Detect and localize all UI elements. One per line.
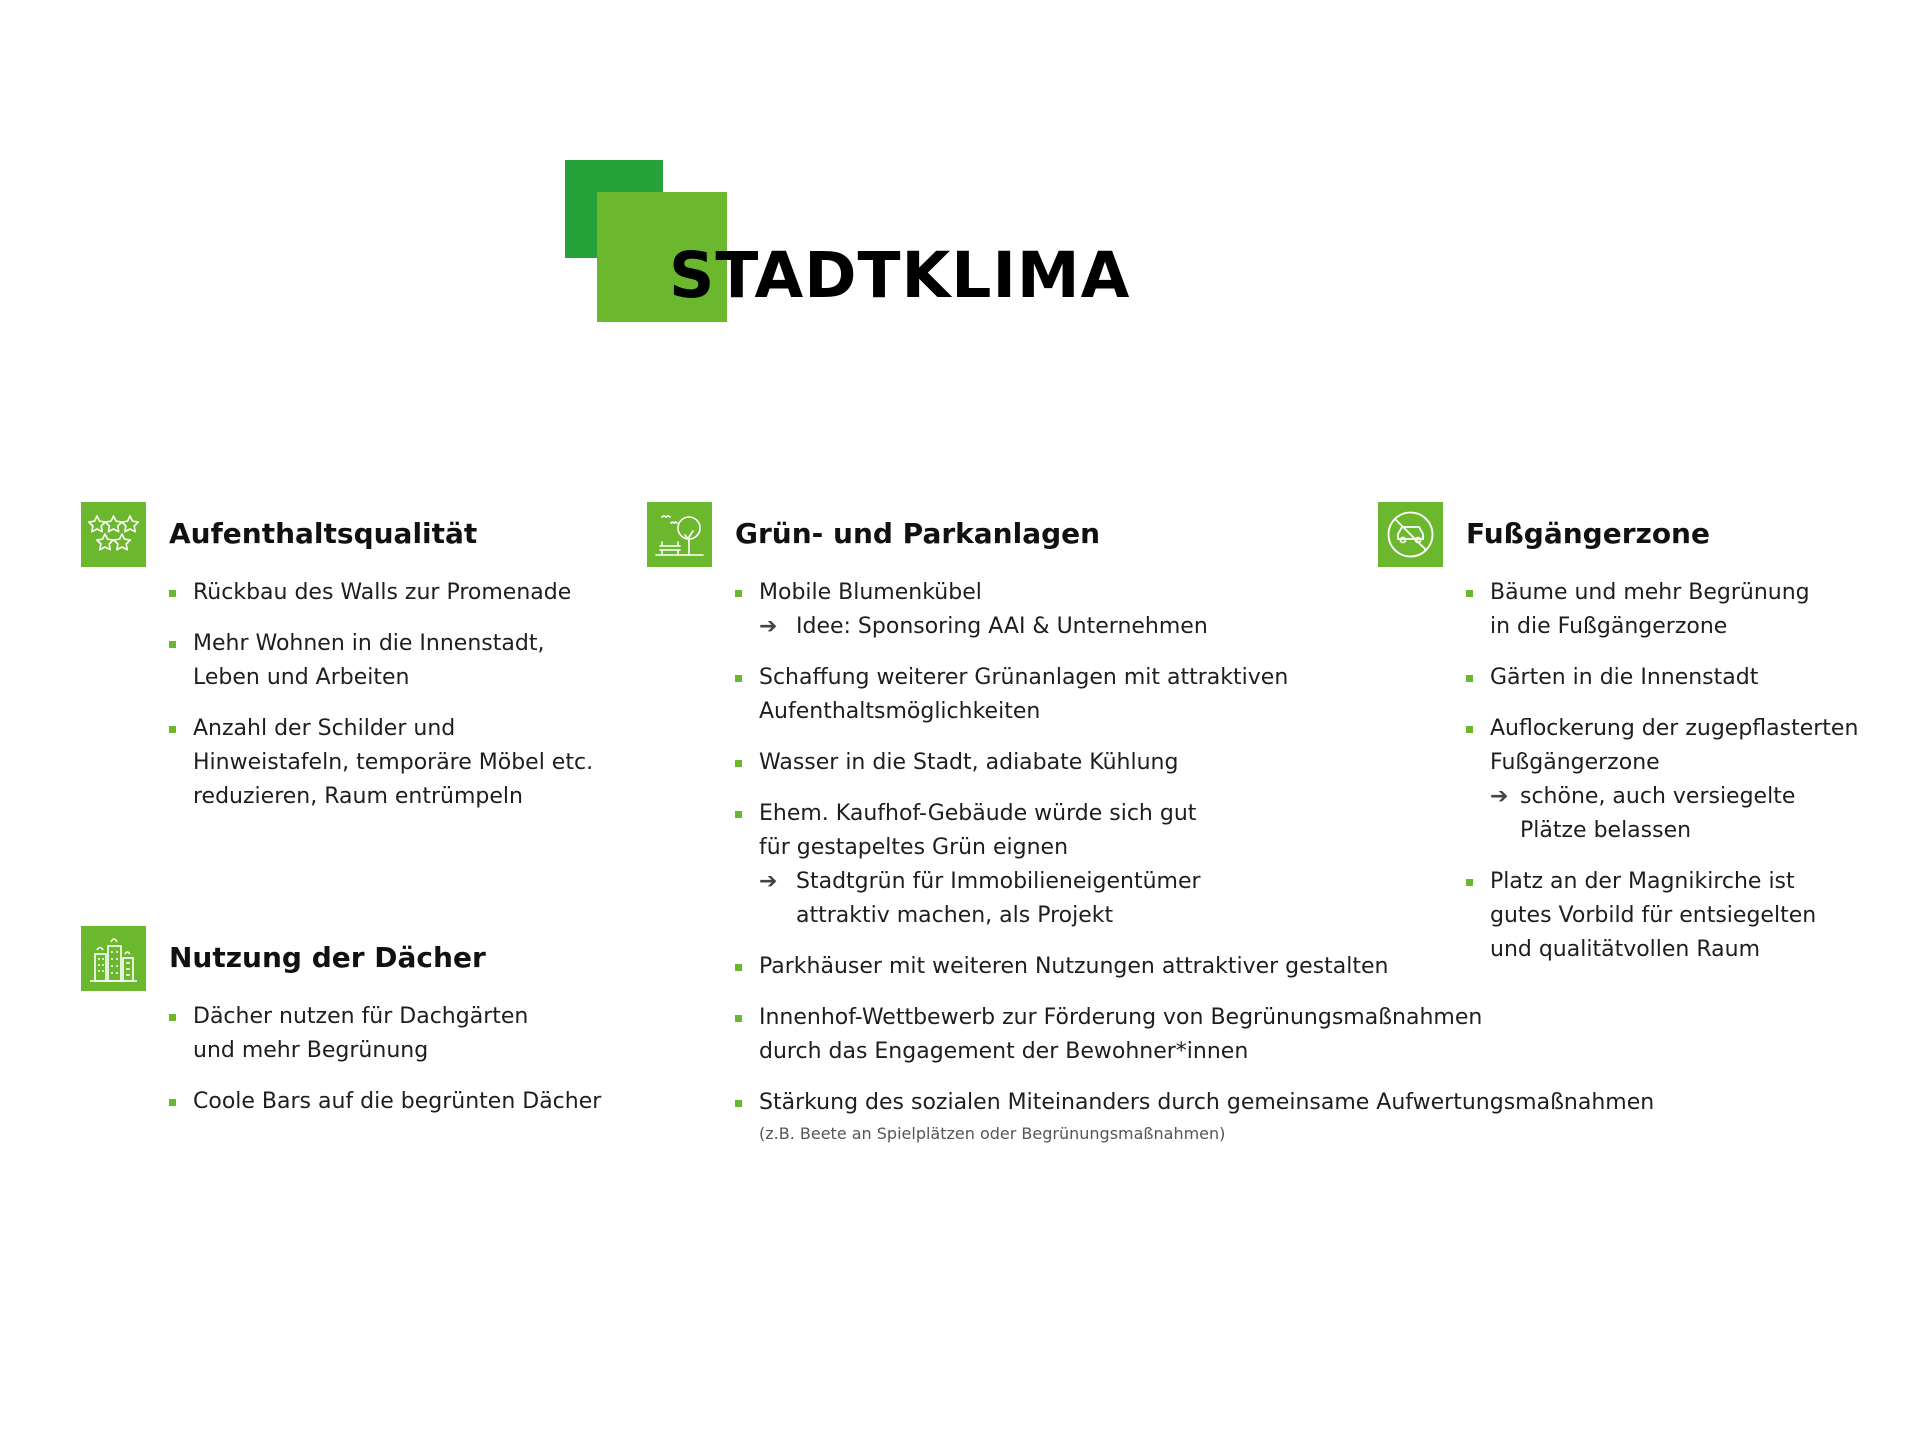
list-item <box>1466 865 1858 967</box>
item-text: Aufenthaltsmöglichkeiten <box>759 699 1041 724</box>
item-text: reduzieren, Raum entrümpeln <box>193 784 523 809</box>
sub-point-text: schöne, auch versiegelte <box>1520 784 1796 809</box>
item-text: Hinweistafeln, temporäre Möbel etc. <box>193 750 594 775</box>
section-title: Nutzung der Dächer <box>169 941 486 974</box>
list-item <box>735 1001 1654 1069</box>
sub-point <box>1490 780 1858 848</box>
list-item <box>169 712 593 814</box>
item-text: Schaffung weiterer Grünanlagen mit attraktiven <box>759 665 1289 690</box>
item-text: für gestapeltes Grün eignen <box>759 835 1069 860</box>
item-text: Rückbau des Walls zur Promenade <box>193 580 572 605</box>
item-text: in die Fußgängerzone <box>1490 614 1728 639</box>
item-text: Ehem. Kaufhof-Gebäude würde sich gut <box>759 801 1197 826</box>
item-note: (z.B. Beete an Spielplätzen oder Begrünungsmaßnahmen) <box>759 1124 1226 1143</box>
item-text: Dächer nutzen für Dachgärten <box>193 1004 529 1029</box>
list-item <box>169 1085 601 1119</box>
item-text: und qualitätvollen Raum <box>1490 937 1761 962</box>
park-tree-bench-icon <box>647 502 712 567</box>
item-text: Platz an der Magnikirche ist <box>1490 869 1795 894</box>
list-item <box>169 627 593 695</box>
item-text: Stärkung des sozialen Miteinanders durch gemeinsame Aufwertungsmaßnahmen <box>759 1090 1655 1115</box>
item-text: und mehr Begrünung <box>193 1038 429 1063</box>
logo <box>0 0 1920 400</box>
item-text: Mobile Blumenkübel <box>759 580 982 605</box>
section-title: Fußgängerzone <box>1466 517 1710 550</box>
arrow-right-icon: ➔ <box>759 614 778 639</box>
item-text: Fußgängerzone <box>1490 750 1660 775</box>
logo-title: STADTKLIMA <box>669 239 1131 312</box>
item-text: Mehr Wohnen in die Innenstadt, <box>193 631 545 656</box>
item-text: Auflockerung der zugepflasterten <box>1490 716 1859 741</box>
item-text: gutes Vorbild für entsiegelten <box>1490 903 1817 928</box>
item-text: Gärten in die Innenstadt <box>1490 665 1759 690</box>
item-text: Innenhof-Wettbewerb zur Förderung von Begrünungsmaßnahmen <box>759 1005 1483 1030</box>
sub-point-text: Plätze belassen <box>1520 818 1692 843</box>
section-title: Aufenthaltsqualität <box>169 517 478 550</box>
item-list <box>1466 576 1858 984</box>
list-item <box>735 1086 1654 1148</box>
item-text: Bäume und mehr Begrünung <box>1490 580 1810 605</box>
item-text: Anzahl der Schilder und <box>193 716 456 741</box>
list-item <box>169 576 593 610</box>
list-item <box>169 1000 601 1068</box>
stars-icon <box>81 502 146 567</box>
list-item <box>1466 661 1858 695</box>
item-text: durch das Engagement der Bewohner*innen <box>759 1039 1249 1064</box>
section-title: Grün- und Parkanlagen <box>735 517 1101 550</box>
list-item <box>1466 712 1858 848</box>
arrow-right-icon: ➔ <box>759 869 778 894</box>
item-text: Coole Bars auf die begrünten Dächer <box>193 1089 602 1114</box>
sub-point-text: Stadtgrün für Immobilieneigentümer <box>796 869 1201 894</box>
no-cars-icon <box>1378 502 1443 567</box>
item-text: Wasser in die Stadt, adiabate Kühlung <box>759 750 1179 775</box>
sub-point-text: attraktiv machen, als Projekt <box>796 903 1114 928</box>
arrow-right-icon: ➔ <box>1490 784 1509 809</box>
list-item <box>1466 576 1858 644</box>
item-list <box>169 576 593 831</box>
item-text: Parkhäuser mit weiteren Nutzungen attraktiver gestalten <box>759 954 1389 979</box>
item-text: Leben und Arbeiten <box>193 665 410 690</box>
buildings-icon <box>81 926 146 991</box>
item-list <box>169 1000 601 1136</box>
sub-point-text: Idee: Sponsoring AAI & Unternehmen <box>796 614 1208 639</box>
